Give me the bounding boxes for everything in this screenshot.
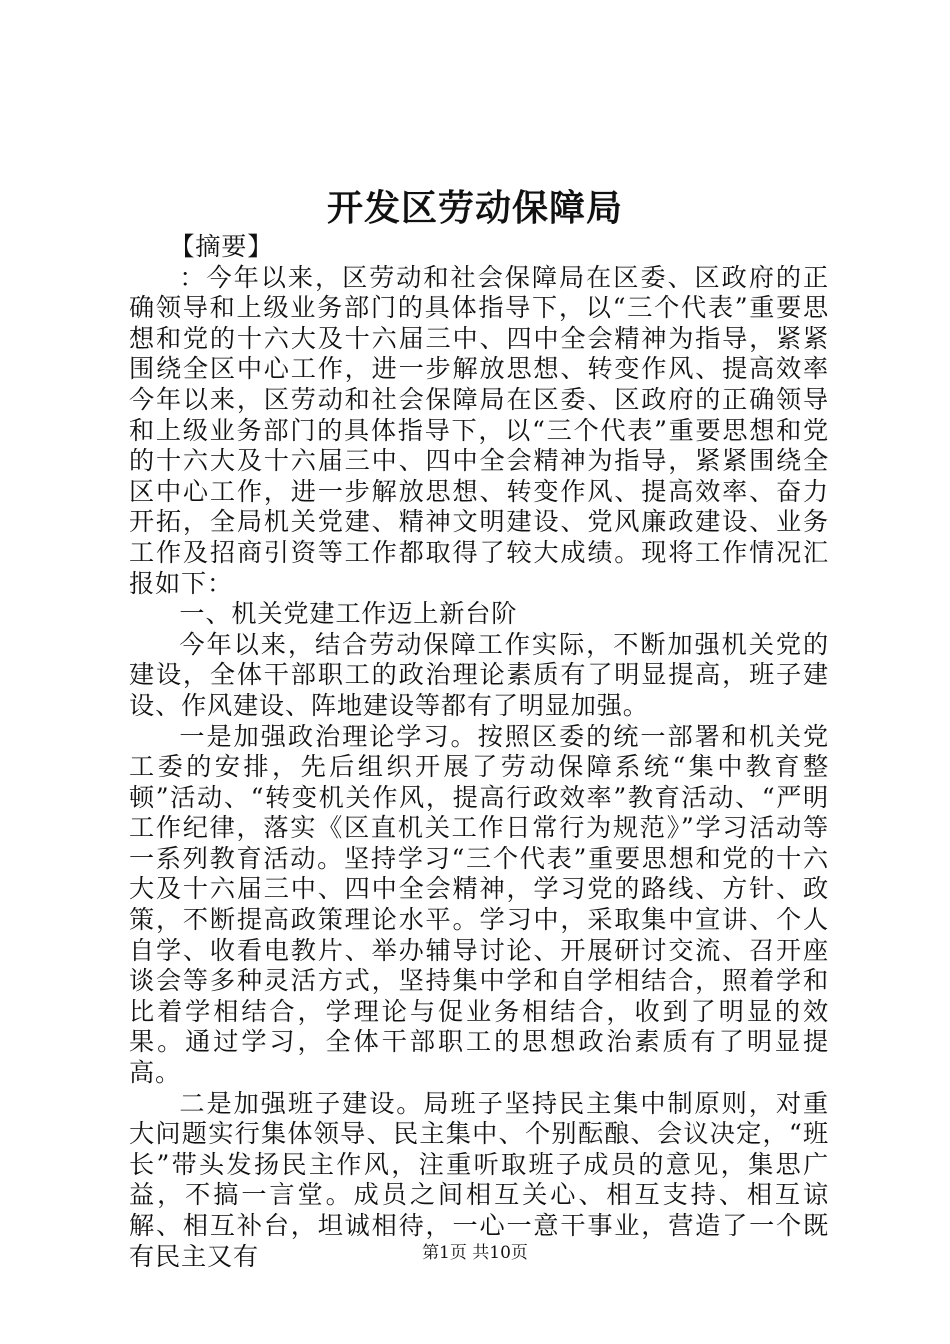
page-footer: 第1页 共10页	[422, 1243, 528, 1263]
paragraph-1: 今年以来，结合劳动保障工作实际，不断加强机关党的建设，全体干部职工的政治理论素质有了明显提高，班子建设、作风建设、阵地建设等都有了明显加强。	[129, 629, 829, 720]
document-title: 开发区劳动保障局	[326, 187, 623, 229]
paragraph-3: 二是加强班子建设。局班子坚持民主集中制原则，对重大问题实行集体领导、民主集中、个别酝酿、会议决定，“班长”带头发扬民主作风，注重听取班子成员的意见，集思广益，不搞一言堂。成员之间相互关心、相互支持、相互谅解、相互补台，坦诚相待，一心一意干事业，营造了一个既有民主又有	[129, 1088, 829, 1271]
abstract-label: 【摘要】	[169, 232, 274, 261]
paragraph-2: 一是加强政治理论学习。按照区委的统一部署和机关党工委的安排，先后组织开展了劳动保障系统“集中教育整顿”活动、“转变机关作风，提高行政效率”教育活动、“严明工作纪律，落实《区直机关工作日常行为规范》”学习活动等一系列教育活动。坚持学习“三个代表”重要思想和党的十六大及十六届三中、四中全会精神，学习党的路线、方针、政策，不断提高政策理论水平。学习中，采取集中宣讲、个人自学、收看电教片、举办辅导讨论、开展研讨交流、召开座谈会等多种灵活方式，坚持集中学和自学相结合，照着学和比着学相结合，学理论与促业务相结合，收到了明显的效果。通过学习，全体干部职工的思想政治素质有了明显提高。	[129, 721, 829, 1088]
section-heading-1: 一、机关党建工作迈上新台阶	[179, 599, 518, 629]
document-body	[129, 232, 829, 1272]
paragraph-abstract: ：今年以来，区劳动和社会保障局在区委、区政府的正确领导和上级业务部门的具体指导下，以“三个代表”重要思想和党的十六大及十六届三中、四中全会精神为指导，紧紧围绕全区中心工作，进一步解放思想、转变作风、提高效率今年以来，区劳动和社会保障局在区委、区政府的正确领导和上级业务部门的具体指导下，以“三个代表”重要思想和党的十六大及十六届三中、四中全会精神为指导，紧紧围绕全区中心工作，进一步解放思想、转变作风、提高效率、奋力开拓，全局机关党建、精神文明建设、党风廉政建设、业务工作及招商引资等工作都取得了较大成绩。现将工作情况汇报如下：	[129, 262, 829, 598]
